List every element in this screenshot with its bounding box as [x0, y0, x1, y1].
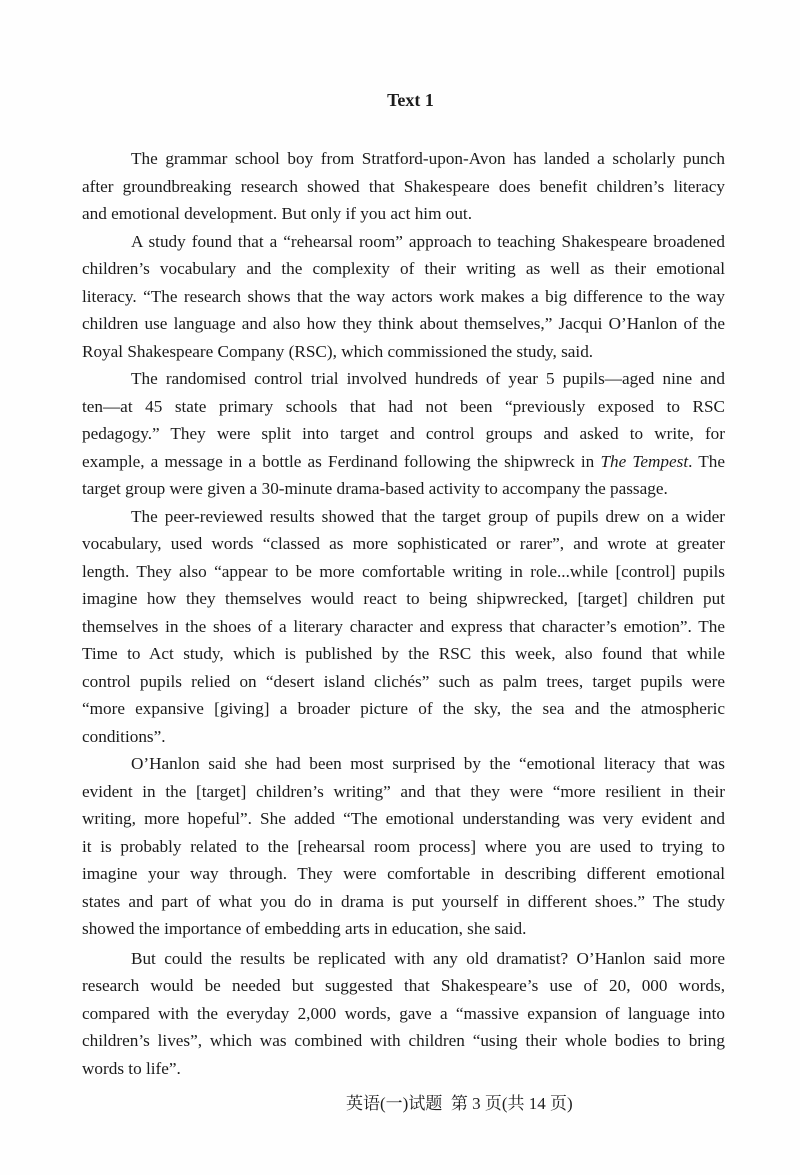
- paragraph-line: states and part of what you do in drama is put yourself in different shoes.” The study: [82, 891, 725, 911]
- paragraph-line: compared with the everyday 2,000 words, gave a “massive expansion of language into: [82, 1003, 725, 1023]
- paragraph-2: [82, 228, 725, 366]
- page-footer: 英语(一)试题 第 3 页(共 14 页): [346, 1094, 573, 1113]
- paragraph-line: pedagogy.” They were split into target and control groups and asked to write, for: [82, 424, 725, 443]
- paragraph-line: imagine your way through. They were comfortable in describing different emotional: [82, 864, 725, 883]
- paragraph-line: conditions”.: [82, 726, 166, 746]
- work-title-italic: The Tempest: [600, 451, 689, 471]
- passage-body: [82, 145, 725, 1082]
- paragraph-line: But could the results be replicated with any old dramatist? O’Hanlon said more: [131, 948, 725, 968]
- paragraph-5: [82, 750, 725, 943]
- paragraph-line: and emotional development. But only if you act him out.: [82, 204, 472, 223]
- paragraph-line: imagine how they themselves would react to being shipwrecked, [target] children put: [82, 589, 725, 608]
- paragraph-line: control pupils relied on “desert island clichés” such as palm trees, target pupils were: [82, 671, 725, 691]
- paragraph-line: showed the importance of embedding arts in education, she said.: [82, 919, 527, 938]
- paragraph-line: words to life”.: [82, 1058, 181, 1078]
- paragraph-line: after groundbreaking research showed that Shakespeare does benefit children’s literacy: [82, 176, 725, 196]
- paragraph-4: [82, 503, 725, 751]
- paragraph-line: [82, 448, 725, 476]
- paragraph-line: Time to Act study, which is published by the RSC this week, also found that while: [82, 644, 725, 663]
- paragraph-line: literacy. “The research shows that the way actors work makes a big difference to the way: [82, 286, 725, 306]
- paragraph-line: children’s lives”, which was combined with children “using their whole bodies to bring: [82, 1031, 725, 1050]
- paragraph-line: The randomised control trial involved hundreds of year 5 pupils—aged nine and: [131, 369, 725, 388]
- paragraph-line: ten—at 45 state primary schools that had not been “previously exposed to RSC: [82, 396, 725, 416]
- paragraph-6: [82, 945, 725, 1083]
- paragraph-line: A study found that a “rehearsal room” approach to teaching Shakespeare broadened: [131, 231, 725, 251]
- paragraph-line: The peer-reviewed results showed that the target group of pupils drew on a wider: [131, 506, 725, 526]
- paragraph-line: writing, more hopeful”. She added “The emotional understanding was very evident and: [82, 809, 725, 828]
- paragraph-line: The grammar school boy from Stratford-upon-Avon has landed a scholarly punch: [131, 149, 725, 168]
- paragraph-line: children use language and also how they think about themselves,” Jacqui O’Hanlon of the: [82, 314, 725, 333]
- paragraph-line: it is probably related to the [rehearsal room process] where you are used to trying to: [82, 836, 725, 856]
- paragraph-line: length. They also “appear to be more comfortable writing in role...while [control] pupils: [82, 561, 725, 581]
- paragraph-1: [82, 145, 725, 228]
- passage-title: Text 1: [387, 90, 434, 110]
- paragraph-line: children’s vocabulary and the complexity of their writing as well as their emotional: [82, 259, 725, 278]
- line-text: example, a message in a bottle as Ferdinand following the shipwreck in: [82, 451, 601, 471]
- line-text: . The: [688, 451, 725, 471]
- paragraph-3: [82, 365, 725, 503]
- paragraph-line: “more expansive [giving] a broader picture of the sky, the sea and the atmospheric: [82, 699, 725, 718]
- paragraph-line: O’Hanlon said she had been most surprised by the “emotional literacy that was: [131, 754, 725, 773]
- paragraph-line: vocabulary, used words “classed as more sophisticated or rarer”, and wrote at greater: [82, 534, 725, 553]
- paragraph-line: Royal Shakespeare Company (RSC), which commissioned the study, said.: [82, 341, 594, 361]
- paragraph-line: themselves in the shoes of a literary character and express that character’s emotion”. The: [82, 616, 725, 636]
- paragraph-line: research would be needed but suggested that Shakespeare’s use of 20, 000 words,: [82, 976, 725, 995]
- paragraph-line: target group were given a 30-minute drama-based activity to accompany the passage.: [82, 479, 668, 498]
- paragraph-line: evident in the [target] children’s writing” and that they were “more resilient in their: [82, 781, 725, 801]
